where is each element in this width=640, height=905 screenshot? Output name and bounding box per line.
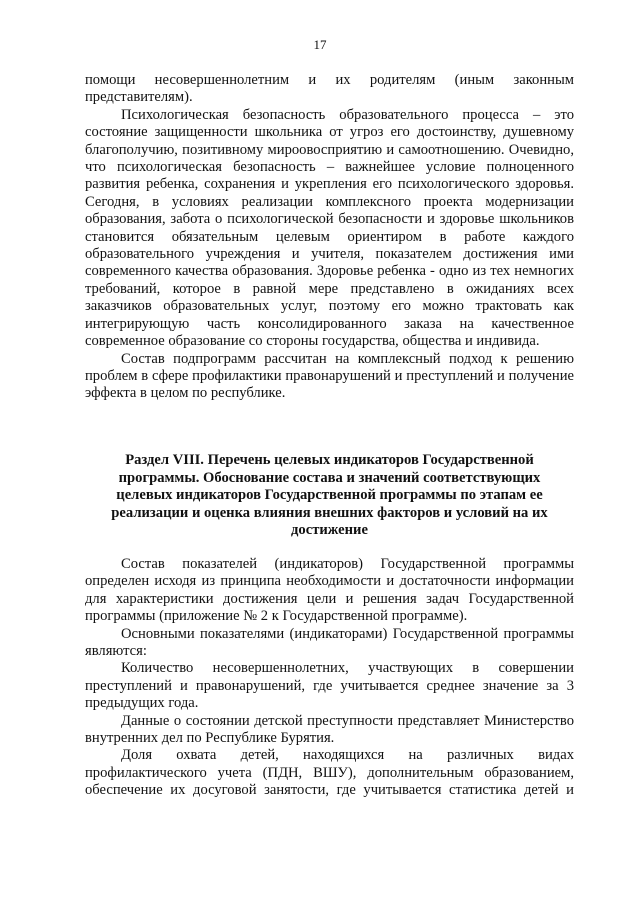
page-number: 17	[313, 37, 327, 52]
body-top	[85, 72, 574, 403]
paragraph-6: Количество несовершеннолетних, участвующих в совершении преступлений и правонарушений, где учитывается среднее значение за 3 предыдущих года.	[85, 660, 574, 712]
section-heading-block	[85, 452, 574, 540]
paragraph-5: Основными показателями (индикаторами) Государственной программы являются:	[85, 625, 574, 660]
paragraph-3: Состав подпрограмм рассчитан на комплексный подход к решению проблем в сфере профилактики правонарушений и преступлений и получение эффекта в целом по республике.	[85, 350, 574, 402]
paragraph-8: Доля охвата детей, находящихся на различных видах профилактического учета (ПДН, ВШУ), дополнительным образованием, обеспечение их досуговой занятости, где учитывается статистика детей и	[85, 747, 574, 799]
paragraph-2: Психологическая безопасность образовательного процесса – это состояние защищенности школьника от угроз его достоинству, душевному благополучию, позитивному мироовосприятию и самоотношению. Очевидно, что психологическая безопасность – важнейшее условие полноценного развития ребенка, сохранения и укрепления его психологического здоровья. Сегодня, в условиях реализации комплексного проекта модернизации образования, забота о психологической безопасности и здоровье школьников становится обязательным целевым ориентиром в работе каждого образовательного учреждения и учителя, показателем достижения ими современного качества образования. Здоровье ребенка - одно из тех немногих требований, которое в равной мере представлено в ожиданиях всех заказчиков образовательных услуг, поэтому его можно трактовать как интегрирующую часть консолидированного заказа на качественное современное образование со стороны государства, общества и индивида.	[85, 106, 574, 350]
body-bottom	[85, 556, 574, 800]
paragraph-4: Состав показателей (индикаторов) Государственной программы определен исходя из принципа необходимости и достаточности информации для характеристики достижения цели и решения задач Государственной программы (приложение № 2 к Государственной программе).	[85, 556, 574, 625]
paragraph-1: помощи несовершеннолетним и их родителям (иным законным представителям).	[85, 72, 574, 106]
section-heading: Раздел VIII. Перечень целевых индикаторов Государственной программы. Обоснование состава и значений соответствующих целевых индикаторов Государственной программы по этапам ее реализации и оценка влияния внешних факторов и условий на их достижение	[111, 452, 548, 539]
paragraph-7: Данные о состоянии детской преступности представляет Министерство внутренних дел по Республике Бурятия.	[85, 712, 574, 747]
